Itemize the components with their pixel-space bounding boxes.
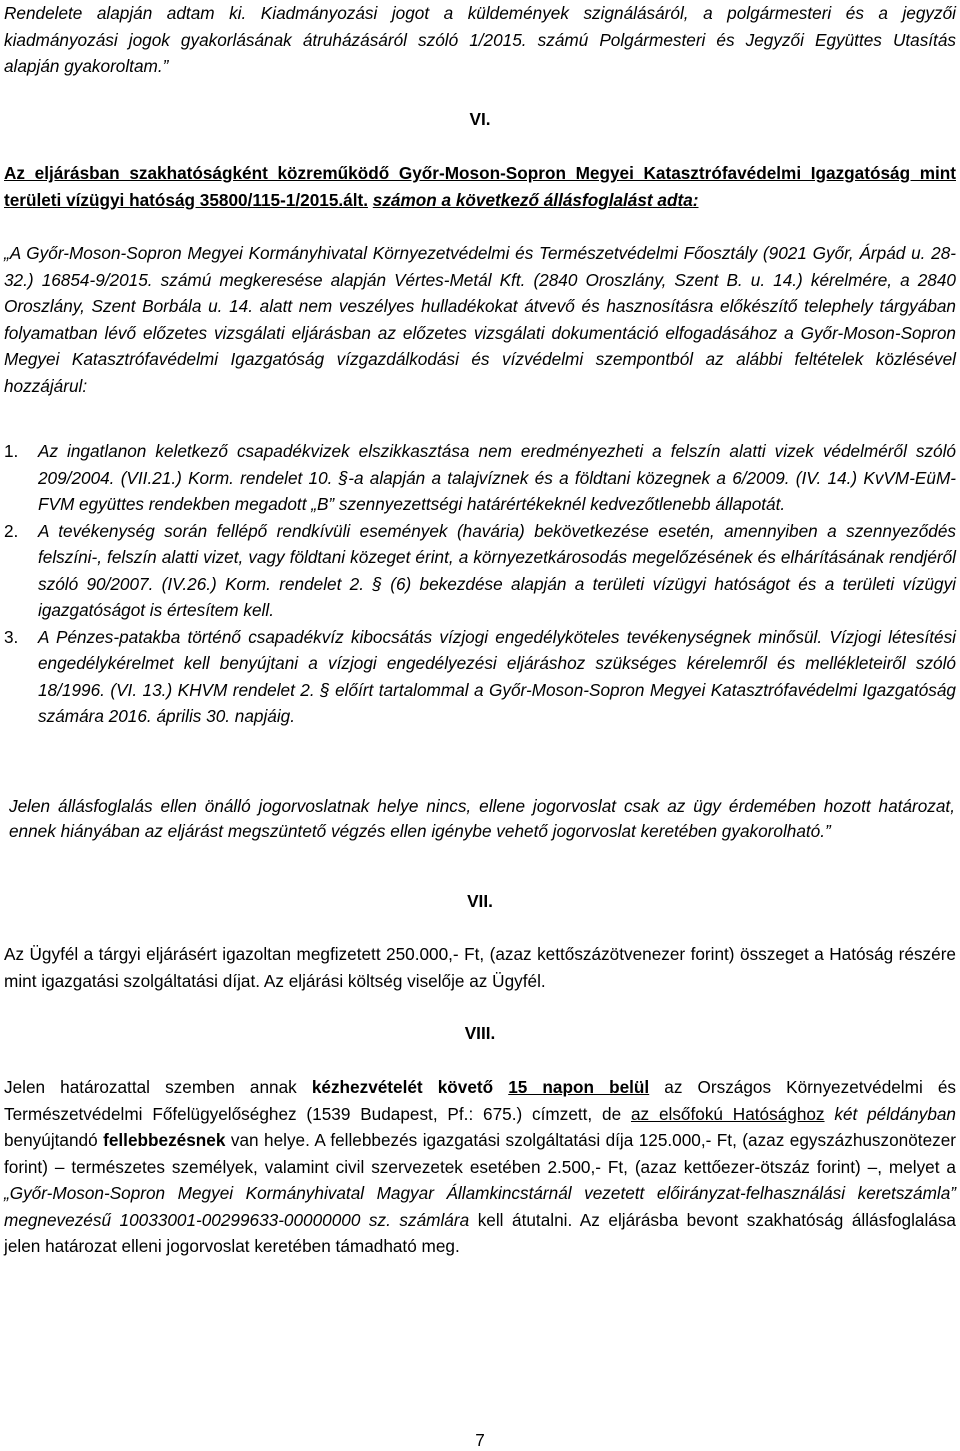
opening-bold-text: Az eljárásban szakhatóságként közreműködő Győr-Moson-Sopron Megyei Katasztrófavédelmi Igazgatóság mint területi vízügyi hatóság 35800/115-1/2015.ált. [4,163,956,210]
appeal-text-submit: benyújtandó [4,1130,98,1150]
condition-number: 3. [4,626,19,647]
appeal-fee-text: van helye. A fellebbezés igazgatási szolgáltatási díja 125.000,- Ft, (azaz egyszázhuszonötezer forint) – természetes személyek, valamint civil szervezetek esetében 2.500,- Ft, (azaz kettőezer-ötszáz forint) –, melyet a [4,1130,957,1177]
appeal-deadline: 15 napon belül [508,1077,650,1097]
condition-text: Az ingatlanon keletkező csapadékvizek elszikkasztása nem eredményezheti a felszín alatti vizek védelméről szóló 209/2004. (VII.21.) Korm. rendelet 10. §-a alapján a talajvíznek és a földtani közegnek a 6/2009. (IV. 14.) KvVM-EüM-FVM együttes rendekben megadott „B” szennyezettségi határértékeknél kedvezőtlenebb állapotát. [38,441,956,514]
conditions-list [4,438,956,730]
appeal-account-text: „Győr-Moson-Sopron Megyei Kormányhivatal Magyar Államkincstárnál vezetett előirányzat-felhasználási keretszámla” megnevezésű 10033001-00299633-00000000 sz. számlára [4,1183,956,1230]
section-heading-vi: VI. [469,109,491,129]
appeal-text-addressee: az Országos Környezetvédelmi és Természetvédelmi Főfelügyelőséghez (1539 Budapest, Pf.: 675.) címzett, de [4,1077,956,1124]
intro-paragraph [4,0,956,80]
appeal-text-receipt: kézhezvételét követő [311,1077,494,1097]
appeal-word: fellebbezésnek [103,1130,226,1150]
section-vi-opening [4,160,956,213]
section-heading-vii: VII. [467,891,493,911]
appeal-closing-text: kell átutalni. Az eljárásba bevont szakhatóság állásfoglalása jelen határozat elleni jogorvoslat keretében támadható meg. [4,1209,956,1256]
fee-paragraph: Az Ügyfél a tárgyi eljárásért igazoltan megfizetett 250.000,- Ft, (azaz kettőszázötvenezer forint) összeget a Hatóság részére mint igazgatási szolgáltatási díjat. Az eljárási költség viselője az Ügyfél. [4,944,956,991]
intro-line-1: Rendelete alapján adtam ki. Kiadmányozási jogot a küldemények szignálásáról, a polgármesteri és a jegyzői [4,3,956,23]
section-heading-viii: VIII. [464,1023,496,1043]
quoted-statement: „A Győr-Moson-Sopron Megyei Kormányhivatal Környezetvédelmi és Természetvédelmi Főosztály (9021 Győr, Árpád u. 28-32.) 16854-9/2015. számú megkeresése alapján Vértes-Metál Kft. (2840 Oroszlány, Szent B. u. 14.) kérelmére, a 2840 Oroszlány, Szent Borbála u. 14. alatt nem veszélyes hulladékokat átvevő és hasznosításra előkészítő telephely tárgyában folyamatban lévő előzetes vizsgálati eljárásban az előzetes vizsgálati dokumentáció elfogadásához a Győr-Moson-Sopron Megyei Katasztrófavédelmi Igazgatóság vízgazdálkodási és vízvédelmi szempontból az alábbi feltételek közlésével hozzájárul: [4,243,956,396]
appeal-first-instance: az elsőfokú Hatósághoz [630,1103,825,1124]
appeal-text-a: Jelen határozattal szemben annak [4,1077,297,1097]
opening-italic-text: számon a következő állásfoglalást adta: [372,189,699,210]
condition-item-1 [4,438,956,518]
closing-statement: Jelen állásfoglalás ellen önálló jogorvoslatnak helye nincs, ellene jogorvoslat csak az ügy érdemében hozott határozat, ennek hiányában az eljárást megszüntető végzés ellen igénybe vehető jogorvoslat keretében gyakorolható.” [9,796,955,841]
condition-number: 2. [4,520,19,541]
condition-text: A Pénzes-patakba történő csapadékvíz kibocsátás vízjogi engedélyköteles tevékenységnek minősül. Vízjogi létesítési engedélykérelmet kell benyújtani a vízjogi engedélyezési eljáráshoz szükséges kérelemről és mellékleteiről szóló 18/1996. (VI. 13.) KHVM rendelet 2. § előírt tartalommal a Győr-Moson-Sopron Megyei Katasztrófavédelmi Igazgatóság számára 2016. április 30. napjáig. [38,626,956,726]
intro-line-3: alapján gyakoroltam.” [4,56,169,76]
appeal-paragraph [4,1074,956,1260]
page-number: 7 [475,1430,485,1450]
condition-item-3 [4,624,956,730]
condition-number: 1. [4,441,19,461]
appeal-copies: két példányban [834,1103,956,1124]
condition-text: A tevékenység során fellépő rendkívüli események (havária) bekövetkezése esetén, amennyiben a szennyeződés felszíni-, felszín alatti vizet, vagy földtani közeget érint, a környezetkárosodás megelőzésének és elhárításának rendjéről szóló 90/2007. (IV.26.) Korm. rendelet 2. § (6) bekezdése alapján a területi vízügyi hatóságot és a területi vízügyi igazgatóságot is értesítem kell. [38,520,956,620]
intro-line-2: kiadmányozási jogok gyakorlásának átruházásáról szóló 1/2015. számú Polgármesteri és Jegyzői Együttes Utasítás [4,29,956,50]
condition-item-2 [4,518,956,624]
